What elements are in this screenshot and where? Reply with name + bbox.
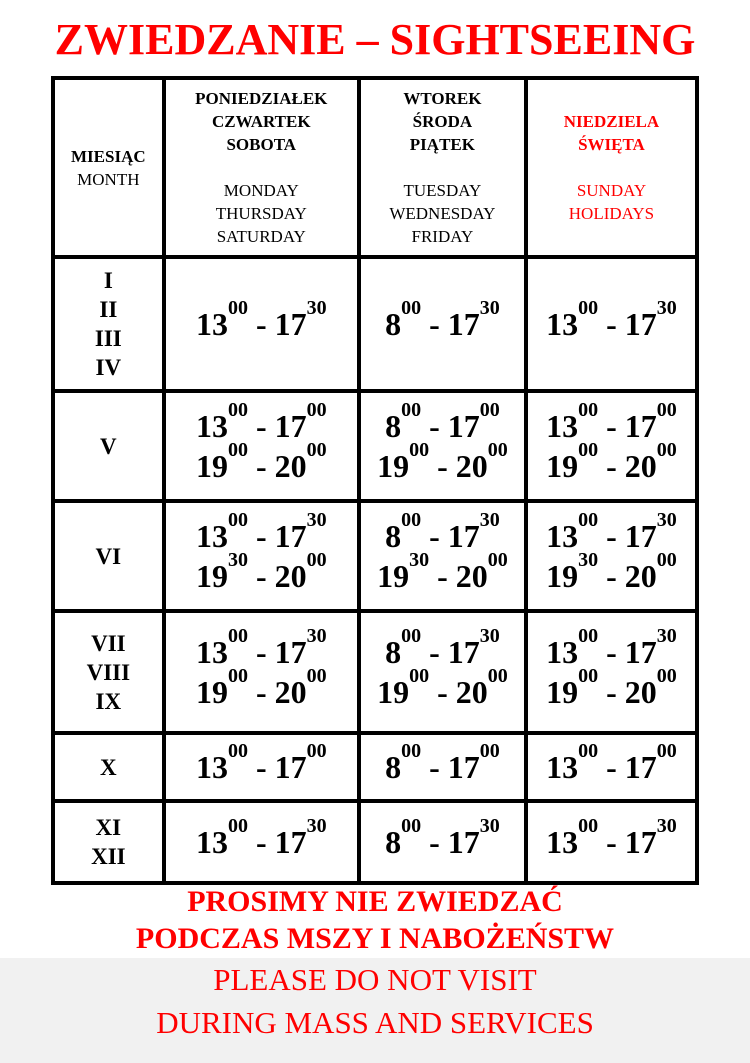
time-range: $13^{00} - 17^{00}$: [195, 399, 327, 444]
end-hour: 17: [447, 824, 480, 860]
start-minute: 30: [578, 549, 599, 571]
hours-cell: [361, 613, 524, 731]
start-minute: 00: [578, 815, 599, 837]
hours-cell: [361, 803, 524, 881]
header-pl: NIEDZIELA: [563, 112, 660, 131]
page-title: ZWIEDZANIE – SIGHTSEEING: [54, 15, 696, 64]
end-minute: 00: [656, 549, 677, 571]
time-range: $19^{30} - 20^{00}$: [195, 549, 327, 594]
end-minute: 30: [656, 625, 677, 647]
end-minute: 30: [306, 815, 327, 837]
start-minute: 00: [578, 509, 599, 531]
time-range: $8^{00} - 17^{30}$: [385, 625, 500, 670]
end-minute: 30: [306, 509, 327, 531]
start-hour: 13: [195, 408, 228, 444]
start-hour: 8: [385, 408, 402, 444]
start-minute: 00: [227, 509, 248, 531]
end-minute: 30: [479, 625, 500, 647]
month-cell: [55, 503, 162, 609]
notice-pl-line-2: PODCZAS MSZY I NABOŻEŃSTW: [135, 922, 615, 955]
month-label: XI: [95, 815, 122, 840]
month-label: II: [99, 297, 118, 322]
end-hour: 17: [624, 306, 657, 342]
month-cell: [55, 613, 162, 731]
end-hour: 20: [274, 448, 307, 484]
month-header-en: MONTH: [77, 169, 140, 189]
time-range: $13^{00} - 17^{30}$: [195, 509, 327, 554]
hours-cell: [166, 735, 357, 799]
start-hour: 8: [385, 634, 402, 670]
end-hour: 17: [274, 824, 307, 860]
end-hour: 17: [624, 408, 657, 444]
notice-pl-line-1: PROSIMY NIE ZWIEDZAĆ: [187, 885, 563, 918]
end-minute: 30: [479, 509, 500, 531]
start-hour: 13: [546, 408, 579, 444]
time-range: $19^{00} - 20^{00}$: [546, 439, 677, 484]
time-range: $19^{00} - 20^{00}$: [195, 439, 327, 484]
start-hour: 19: [195, 674, 228, 710]
schedule-row: [55, 393, 695, 499]
end-minute: 00: [656, 665, 677, 687]
hours-cell: [528, 803, 695, 881]
end-hour: 17: [624, 824, 657, 860]
start-hour: 8: [385, 824, 402, 860]
start-hour: 19: [377, 674, 410, 710]
start-minute: 00: [578, 439, 599, 461]
time-range: $19^{30} - 20^{00}$: [377, 549, 508, 594]
start-minute: 00: [227, 815, 248, 837]
time-range: $13^{00} - 17^{30}$: [195, 297, 327, 342]
schedule-row: [55, 803, 695, 881]
end-hour: 17: [624, 634, 657, 670]
start-minute: 00: [578, 740, 599, 762]
start-minute: 00: [227, 399, 248, 421]
start-hour: 13: [546, 824, 579, 860]
end-hour: 17: [447, 306, 480, 342]
header-row: [55, 80, 695, 255]
hours-cell: [361, 259, 524, 389]
start-hour: 13: [195, 306, 228, 342]
month-header: [55, 80, 162, 255]
time-range: $13^{00} - 17^{30}$: [546, 625, 677, 670]
header-tue-wed-fri: [361, 80, 524, 255]
month-label: III: [94, 326, 122, 351]
start-hour: 8: [385, 306, 402, 342]
time-range: $8^{00} - 17^{30}$: [385, 815, 500, 860]
start-minute: 00: [409, 439, 430, 461]
time-range: $13^{00} - 17^{30}$: [195, 815, 327, 860]
header-pl: PIĄTEK: [409, 135, 475, 154]
end-hour: 17: [274, 408, 307, 444]
start-hour: 8: [385, 749, 402, 785]
start-minute: 00: [401, 740, 422, 762]
month-cell: [55, 393, 162, 499]
hours-cell: [528, 613, 695, 731]
start-hour: 19: [195, 558, 228, 594]
time-range: $19^{00} - 20^{00}$: [195, 665, 327, 710]
hours-cell: [528, 503, 695, 609]
end-hour: 20: [274, 674, 307, 710]
header-en: TUESDAY: [403, 181, 482, 200]
schedule-row: [55, 613, 695, 731]
header-en: SATURDAY: [216, 227, 306, 246]
time-range: $13^{00} - 17^{30}$: [546, 297, 677, 342]
month-cell: [55, 803, 162, 881]
start-hour: 19: [546, 448, 579, 484]
end-hour: 17: [447, 634, 480, 670]
schedule-row: [55, 735, 695, 799]
time-range: $13^{00} - 17^{00}$: [195, 740, 327, 785]
header-en: FRIDAY: [411, 227, 474, 246]
notice-en-line-1: PLEASE DO NOT VISIT: [213, 962, 537, 997]
end-minute: 30: [306, 297, 327, 319]
month-label: I: [103, 268, 113, 293]
hours-cell: [361, 503, 524, 609]
end-hour: 20: [624, 674, 657, 710]
end-minute: 30: [656, 815, 677, 837]
start-hour: 19: [377, 558, 410, 594]
start-hour: 13: [195, 749, 228, 785]
end-minute: 00: [656, 740, 677, 762]
schedule-row: [55, 503, 695, 609]
start-hour: 13: [195, 824, 228, 860]
header-en: SUNDAY: [576, 181, 647, 200]
header-pl: WTOREK: [403, 89, 482, 108]
hours-cell: [528, 393, 695, 499]
start-hour: 13: [546, 634, 579, 670]
end-minute: 30: [479, 815, 500, 837]
start-minute: 00: [401, 625, 422, 647]
start-minute: 00: [578, 665, 599, 687]
time-range: $19^{00} - 20^{00}$: [377, 665, 508, 710]
month-label: IV: [95, 355, 122, 380]
header-pl: CZWARTEK: [211, 112, 311, 131]
month-label: V: [100, 433, 117, 459]
start-minute: 00: [227, 297, 248, 319]
start-minute: 00: [578, 399, 599, 421]
end-hour: 17: [447, 749, 480, 785]
end-minute: 00: [306, 399, 327, 421]
end-minute: 00: [656, 399, 677, 421]
start-hour: 19: [377, 448, 410, 484]
time-range: $19^{00} - 20^{00}$: [546, 665, 677, 710]
hours-cell: [361, 735, 524, 799]
hours-cell: [528, 735, 695, 799]
end-minute: 00: [306, 439, 327, 461]
hours-cell: [166, 803, 357, 881]
time-range: $8^{00} - 17^{30}$: [385, 297, 500, 342]
start-minute: 00: [578, 625, 599, 647]
start-hour: 13: [195, 518, 228, 554]
end-hour: 17: [274, 634, 307, 670]
header-en: WEDNESDAY: [389, 204, 496, 223]
start-minute: 00: [401, 815, 422, 837]
end-hour: 20: [455, 448, 488, 484]
schedule-row: [55, 259, 695, 389]
header-pl: PONIEDZIAŁEK: [195, 89, 328, 108]
time-range: $13^{00} - 17^{00}$: [546, 740, 677, 785]
header-en: THURSDAY: [215, 204, 307, 223]
header-sun-holidays: [528, 80, 695, 255]
hours-cell: [528, 259, 695, 389]
month-label: X: [100, 754, 117, 780]
start-minute: 00: [409, 665, 430, 687]
time-range: $13^{00} - 17^{00}$: [546, 399, 677, 444]
end-hour: 17: [274, 306, 307, 342]
start-hour: 13: [546, 518, 579, 554]
end-hour: 20: [455, 674, 488, 710]
time-range: $8^{00} - 17^{00}$: [385, 740, 500, 785]
start-minute: 00: [227, 439, 248, 461]
header-pl: SOBOTA: [226, 135, 297, 154]
start-hour: 13: [195, 634, 228, 670]
end-hour: 17: [274, 518, 307, 554]
end-hour: 20: [624, 558, 657, 594]
end-minute: 00: [306, 665, 327, 687]
header-pl: ŚRODA: [412, 112, 473, 131]
time-range: $19^{00} - 20^{00}$: [377, 439, 508, 484]
start-hour: 13: [546, 749, 579, 785]
end-hour: 20: [455, 558, 488, 594]
end-minute: 30: [656, 509, 677, 531]
end-hour: 20: [624, 448, 657, 484]
hours-cell: [166, 503, 357, 609]
month-label: VII: [91, 630, 126, 656]
end-hour: 17: [447, 518, 480, 554]
end-minute: 30: [306, 625, 327, 647]
end-minute: 00: [479, 740, 500, 762]
start-minute: 00: [401, 297, 422, 319]
end-hour: 17: [274, 749, 307, 785]
month-header-pl: MIESIĄC: [71, 146, 146, 166]
start-minute: 30: [227, 549, 248, 571]
start-minute: 00: [401, 509, 422, 531]
hours-cell: [166, 393, 357, 499]
end-minute: 30: [656, 297, 677, 319]
month-cell: [55, 735, 162, 799]
start-hour: 13: [546, 306, 579, 342]
notice-en-line-2: DURING MASS AND SERVICES: [156, 1005, 594, 1040]
start-hour: 19: [195, 448, 228, 484]
end-minute: 00: [487, 549, 508, 571]
start-minute: 00: [227, 625, 248, 647]
month-label: VIII: [86, 659, 131, 685]
hours-cell: [166, 259, 357, 389]
time-range: $13^{00} - 17^{30}$: [195, 625, 327, 670]
month-label: XII: [91, 844, 126, 869]
month-label: IX: [95, 688, 122, 714]
end-minute: 30: [479, 297, 500, 319]
time-range: $8^{00} - 17^{30}$: [385, 509, 500, 554]
header-mon-thu-sat: [166, 80, 357, 255]
end-hour: 20: [274, 558, 307, 594]
time-range: $19^{30} - 20^{00}$: [546, 549, 677, 594]
end-hour: 17: [624, 518, 657, 554]
time-range: $8^{00} - 17^{00}$: [385, 399, 500, 444]
header-en: MONDAY: [223, 181, 299, 200]
header-pl: ŚWIĘTA: [578, 135, 645, 154]
end-hour: 17: [624, 749, 657, 785]
end-hour: 17: [447, 408, 480, 444]
start-hour: 8: [385, 518, 402, 554]
time-range: $13^{00} - 17^{30}$: [546, 509, 677, 554]
month-cell: [55, 259, 162, 389]
end-minute: 00: [306, 740, 327, 762]
end-minute: 00: [479, 399, 500, 421]
hours-cell: [361, 393, 524, 499]
month-label: VI: [95, 543, 122, 569]
end-minute: 00: [306, 549, 327, 571]
schedule-table: [51, 76, 699, 885]
start-hour: 19: [546, 674, 579, 710]
start-minute: 00: [227, 740, 248, 762]
end-minute: 00: [487, 439, 508, 461]
start-minute: 00: [227, 665, 248, 687]
start-minute: 00: [578, 297, 599, 319]
hours-cell: [166, 613, 357, 731]
time-range: $13^{00} - 17^{30}$: [546, 815, 677, 860]
start-hour: 19: [546, 558, 579, 594]
end-minute: 00: [487, 665, 508, 687]
header-en: HOLIDAYS: [568, 204, 655, 223]
start-minute: 00: [401, 399, 422, 421]
start-minute: 30: [409, 549, 430, 571]
end-minute: 00: [656, 439, 677, 461]
